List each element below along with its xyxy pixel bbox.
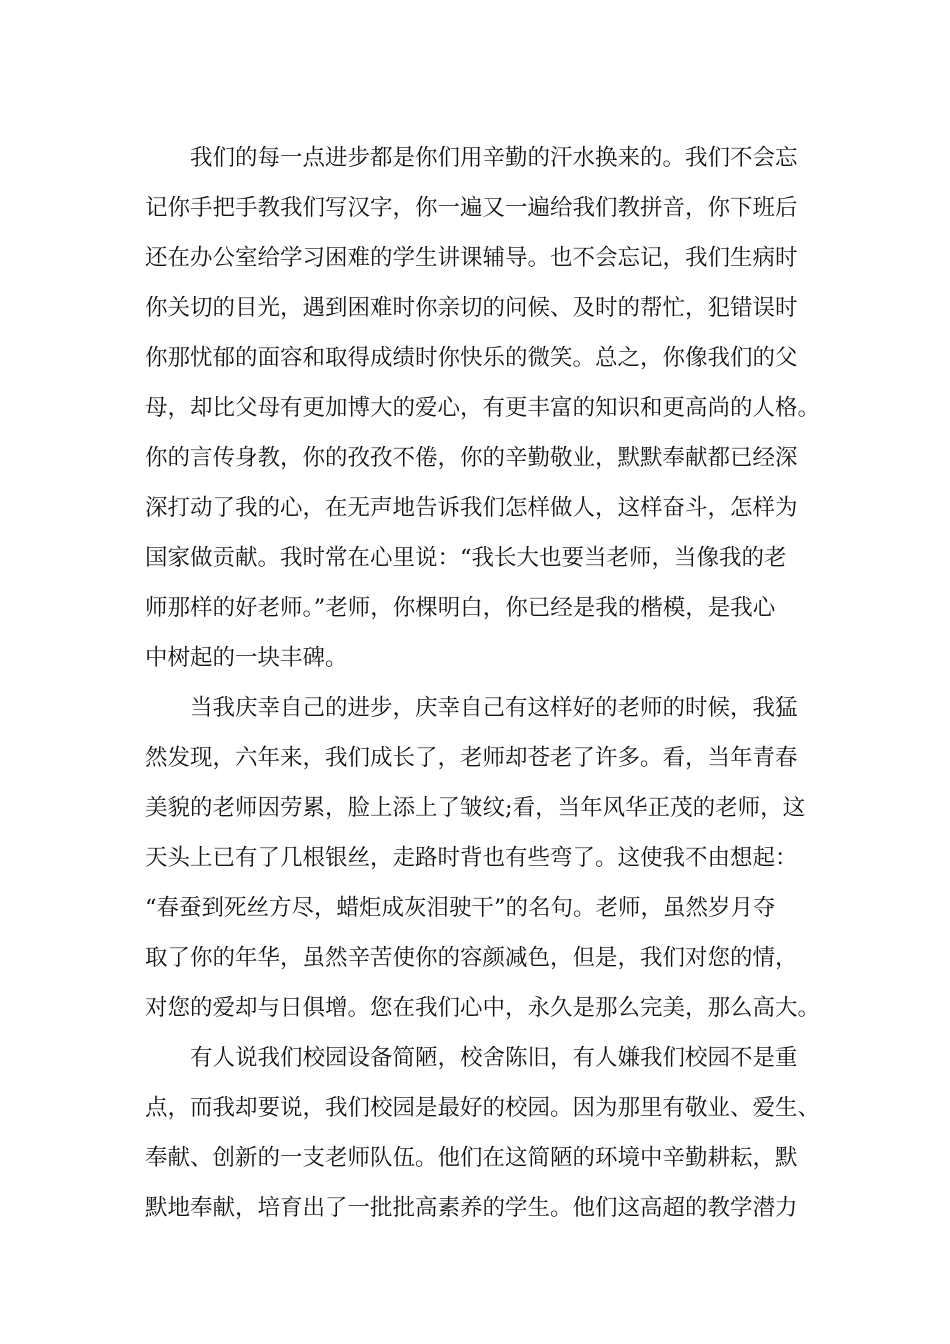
text-line: 取了你的年华，虽然辛苦使你的容颜减色，但是，我们对您的情， [145,945,798,971]
text-line: 我们的每一点进步都是你们用辛勤的汗水换来的。我们不会忘 [145,145,798,171]
text-line: 然发现，六年来，我们成长了，老师却苍老了许多。看，当年青春 [145,745,798,771]
text-line: 默地奉献，培育出了一批批高素养的学生。他们这高超的教学潜力 [145,1195,798,1221]
text-line: 奉献、创新的一支老师队伍。他们在这简陋的环境中辛勤耕耘，默 [145,1145,798,1171]
text-line: 点，而我却要说，我们校园是最好的校园。因为那里有敬业、爱生、 [145,1095,821,1121]
text-line: 你关切的目光，遇到困难时你亲切的问候、及时的帮忙，犯错误时 [145,295,798,321]
text-line: 深打动了我的心，在无声地告诉我们怎样做人，这样奋斗，怎样为 [145,495,798,521]
text-line: “春蚕到死丝方尽，蜡炬成灰泪驶干”的名句。老师，虽然岁月夺 [145,895,776,921]
text-line: 你那忧郁的面容和取得成绩时你快乐的微笑。总之，你像我们的父 [145,345,798,371]
text-line: 对您的爱却与日俱增。您在我们心中，永久是那么完美，那么高大。 [145,995,821,1021]
text-line: 美貌的老师因劳累，脸上添上了皱纹;看，当年风华正茂的老师，这 [145,795,806,821]
text-line: 还在办公室给学习困难的学生讲课辅导。也不会忘记，我们生病时 [145,245,798,271]
text-line: 你的言传身教，你的孜孜不倦，你的辛勤敬业，默默奉献都已经深 [145,445,798,471]
text-line: 天头上已有了几根银丝，走路时背也有些弯了。这使我不由想起： [145,845,798,871]
text-line: 师那样的好老师。”老师，你棵明白，你已经是我的楷模，是我心 [145,595,776,621]
text-line: 有人说我们校园设备简陋，校舍陈旧，有人嫌我们校园不是重 [145,1045,798,1071]
text-line: 当我庆幸自己的进步，庆幸自己有这样好的老师的时候，我猛 [145,695,798,721]
text-line: 母，却比父母有更加博大的爱心，有更丰富的知识和更高尚的人格。 [145,395,821,421]
text-line: 记你手把手教我们写汉字，你一遍又一遍给我们教拼音，你下班后 [145,195,798,221]
text-line: 中树起的一块丰碑。 [145,645,348,671]
body-text [145,133,845,1233]
text-line: 国家做贡献。我时常在心里说：“我长大也要当老师，当像我的老 [145,545,787,571]
